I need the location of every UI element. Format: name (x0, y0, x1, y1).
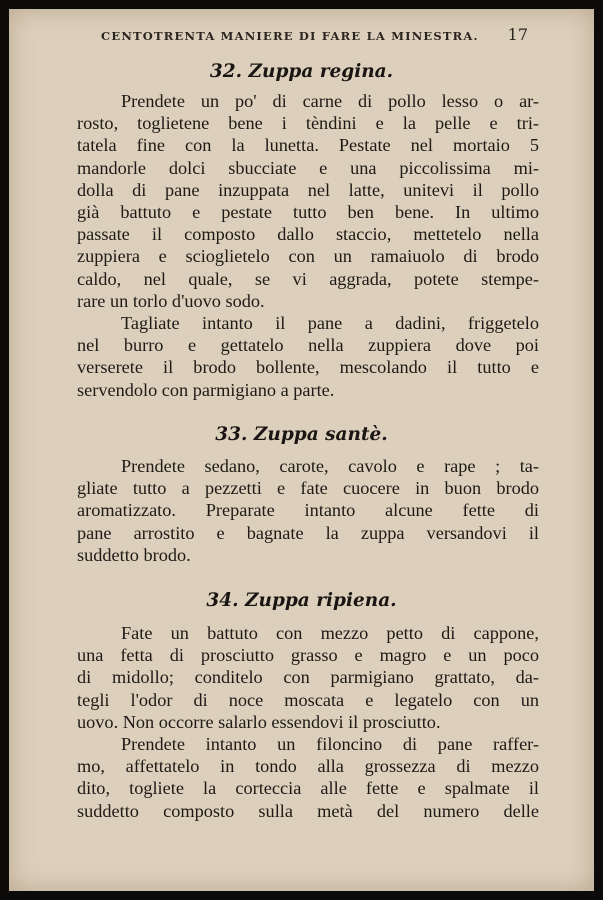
text-line: suddetto brodo. (77, 544, 191, 565)
text-line: zuppiera e scioglietelo con un ramaiuolo di brodo (77, 246, 539, 267)
running-head (9, 25, 594, 47)
text-line: uovo. Non occorre salarlo essendovi il prosciutto. (77, 711, 441, 732)
text-line: Fate un battuto con mezzo petto di cappone, (121, 623, 539, 643)
text-line: gliate tutto a pezzetti e fate cuocere in buon brodo (77, 478, 539, 499)
recipe-paragraph (77, 733, 539, 822)
text-line: di midollo; conditelo con parmigiano grattato, da- (77, 667, 539, 688)
recipe-paragraph (77, 622, 539, 733)
text-line: già battuto e pestate tutto ben bene. In ultimo (77, 202, 539, 223)
recipe-paragraph (77, 90, 539, 312)
text-line: Prendete sedano, carote, cavolo e rape ; ta- (121, 456, 539, 476)
running-title: CENTOTRENTA MANIERE DI FARE LA MINESTRA. (101, 29, 479, 43)
recipe-paragraph (77, 455, 539, 566)
text-line: una fetta di prosciutto grasso e magro e un poco (77, 645, 539, 666)
text-line: passate il composto dallo staccio, mettetelo nella (77, 224, 539, 245)
text-line: Prendete intanto un filoncino di pane raffer- (121, 734, 539, 754)
recipe-heading: 33. Zuppa santè. (215, 424, 388, 445)
recipe-heading: 34. Zuppa ripiena. (206, 590, 397, 611)
text-line: rare un torlo d'uovo sodo. (77, 290, 265, 311)
text-line: rosto, toglietene bene i tèndini e la pelle e tri- (77, 113, 539, 134)
text-line: Prendete un po' di carne di pollo lesso o ar- (121, 91, 539, 111)
text-line: servendolo con parmigiano a parte. (77, 379, 335, 400)
page-number: 17 (507, 25, 528, 44)
text-line: dito, togliete la corteccia alle fette e spalmate il (77, 778, 539, 799)
text-line: caldo, nel quale, se vi aggrada, potete stempe- (77, 268, 539, 289)
recipe-paragraph (77, 312, 539, 401)
text-line: dolla di pane inzuppata nel latte, unitevi il pollo (77, 179, 539, 200)
text-line: verserete il brodo bollente, mescolando il tutto e (77, 357, 539, 378)
text-line: aromatizzato. Preparate intanto alcune fette di (77, 500, 539, 521)
text-line: suddetto composto sulla metà del numero delle (77, 800, 539, 821)
text-line: Tagliate intanto il pane a dadini, friggetelo (121, 313, 539, 333)
text-line: tatela fine con la lunetta. Pestate nel mortaio 5 (77, 135, 539, 156)
recipe-heading: 32. Zuppa regina. (209, 61, 394, 82)
text-line: nel burro e gettatelo nella zuppiera dove poi (77, 335, 539, 356)
text-line: pane arrostito e bagnate la zuppa versandovi il (77, 522, 539, 543)
text-line: tegli l'odor di noce moscata e legatelo con un (77, 689, 539, 710)
book-page (9, 9, 594, 891)
text-line: mandorle dolci sbucciate e una piccolissima mi- (77, 157, 539, 178)
text-line: mo, affettatelo in tondo alla grossezza di mezzo (77, 756, 539, 777)
